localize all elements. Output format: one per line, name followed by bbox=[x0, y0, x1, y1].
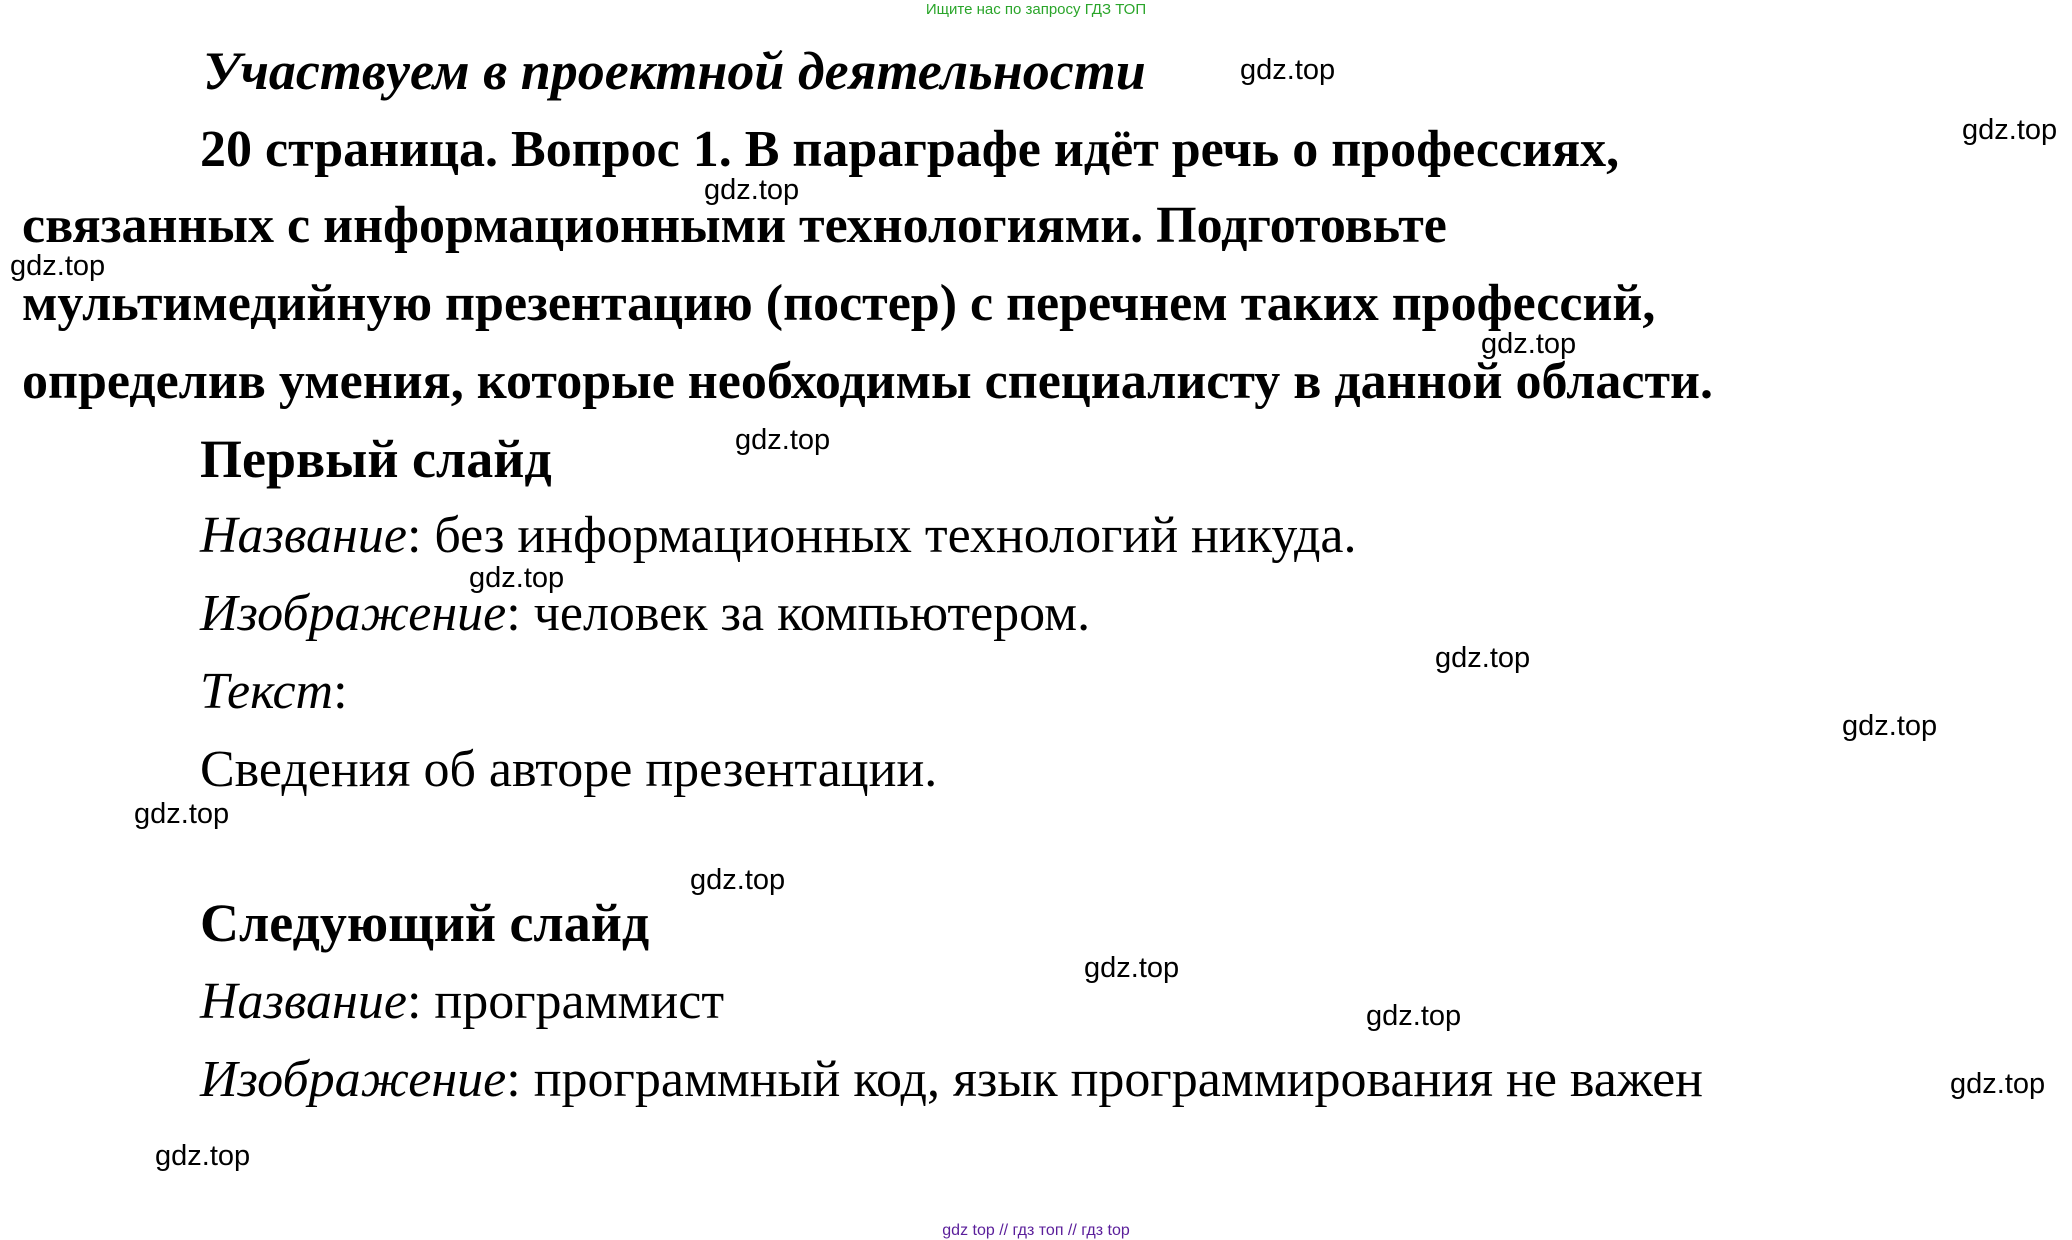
watermark: gdz.top bbox=[1084, 952, 1180, 984]
slide1-text-body: Сведения об авторе презентации. bbox=[200, 741, 938, 798]
slide1-text-colon: : bbox=[333, 663, 348, 720]
slide1-name-label: Название bbox=[200, 507, 407, 564]
watermark: gdz.top bbox=[469, 562, 565, 594]
watermark: gdz.top bbox=[1240, 54, 1336, 86]
watermark: gdz.top bbox=[10, 250, 106, 282]
slide1-text-row bbox=[200, 662, 348, 721]
slide2-heading: Следующий слайд bbox=[200, 893, 650, 953]
watermark: gdz.top bbox=[1481, 328, 1577, 360]
search-banner: Ищите нас по запросу ГДЗ ТОП bbox=[925, 1, 1147, 18]
slide2-name-value: : программист bbox=[406, 973, 725, 1030]
question-line-2: связанных с информационными технологиями. Подготовьте bbox=[22, 197, 1447, 254]
watermark: gdz.top bbox=[1950, 1068, 2046, 1100]
watermark: gdz.top bbox=[1962, 114, 2058, 146]
watermark: gdz.top bbox=[735, 424, 831, 456]
watermark: gdz.top bbox=[155, 1140, 251, 1172]
section-title: Участвуем в проектной деятельности bbox=[203, 41, 1146, 101]
slide1-heading: Первый слайд bbox=[200, 429, 552, 489]
slide1-text-label: Текст bbox=[200, 663, 334, 720]
slide2-image-label: Изображение bbox=[200, 1051, 507, 1108]
slide2-name-label: Название bbox=[200, 973, 407, 1030]
watermark: gdz.top bbox=[1435, 642, 1531, 674]
slide1-name-value: : без информационных технологий никуда. bbox=[406, 507, 1357, 564]
slide1-image-value: : человек за компьютером. bbox=[506, 585, 1091, 642]
watermark: gdz.top bbox=[1842, 710, 1938, 742]
watermark: gdz.top bbox=[1366, 1000, 1462, 1032]
slide1-image-row bbox=[200, 584, 1090, 643]
watermark: gdz.top bbox=[690, 864, 786, 896]
footer-watermark: gdz top // гдз топ // гдз top bbox=[942, 1222, 1130, 1239]
slide2-image-row bbox=[200, 1050, 1703, 1109]
question-line-1: 20 страница. Вопрос 1. В параграфе идёт речь о профессиях, bbox=[200, 121, 1620, 178]
slide2-name-row bbox=[200, 972, 724, 1031]
watermark: gdz.top bbox=[134, 798, 230, 830]
slide2-image-value: : программный код, язык программирования не важен bbox=[506, 1051, 1704, 1108]
watermark: gdz.top bbox=[704, 174, 800, 206]
slide1-name-row bbox=[200, 506, 1357, 565]
question-line-4: определив умения, которые необходимы специалисту в данной области. bbox=[22, 353, 1713, 410]
question-line-3: мультимедийную презентацию (постер) с перечнем таких профессий, bbox=[22, 275, 1656, 332]
slide1-image-label: Изображение bbox=[200, 585, 507, 642]
